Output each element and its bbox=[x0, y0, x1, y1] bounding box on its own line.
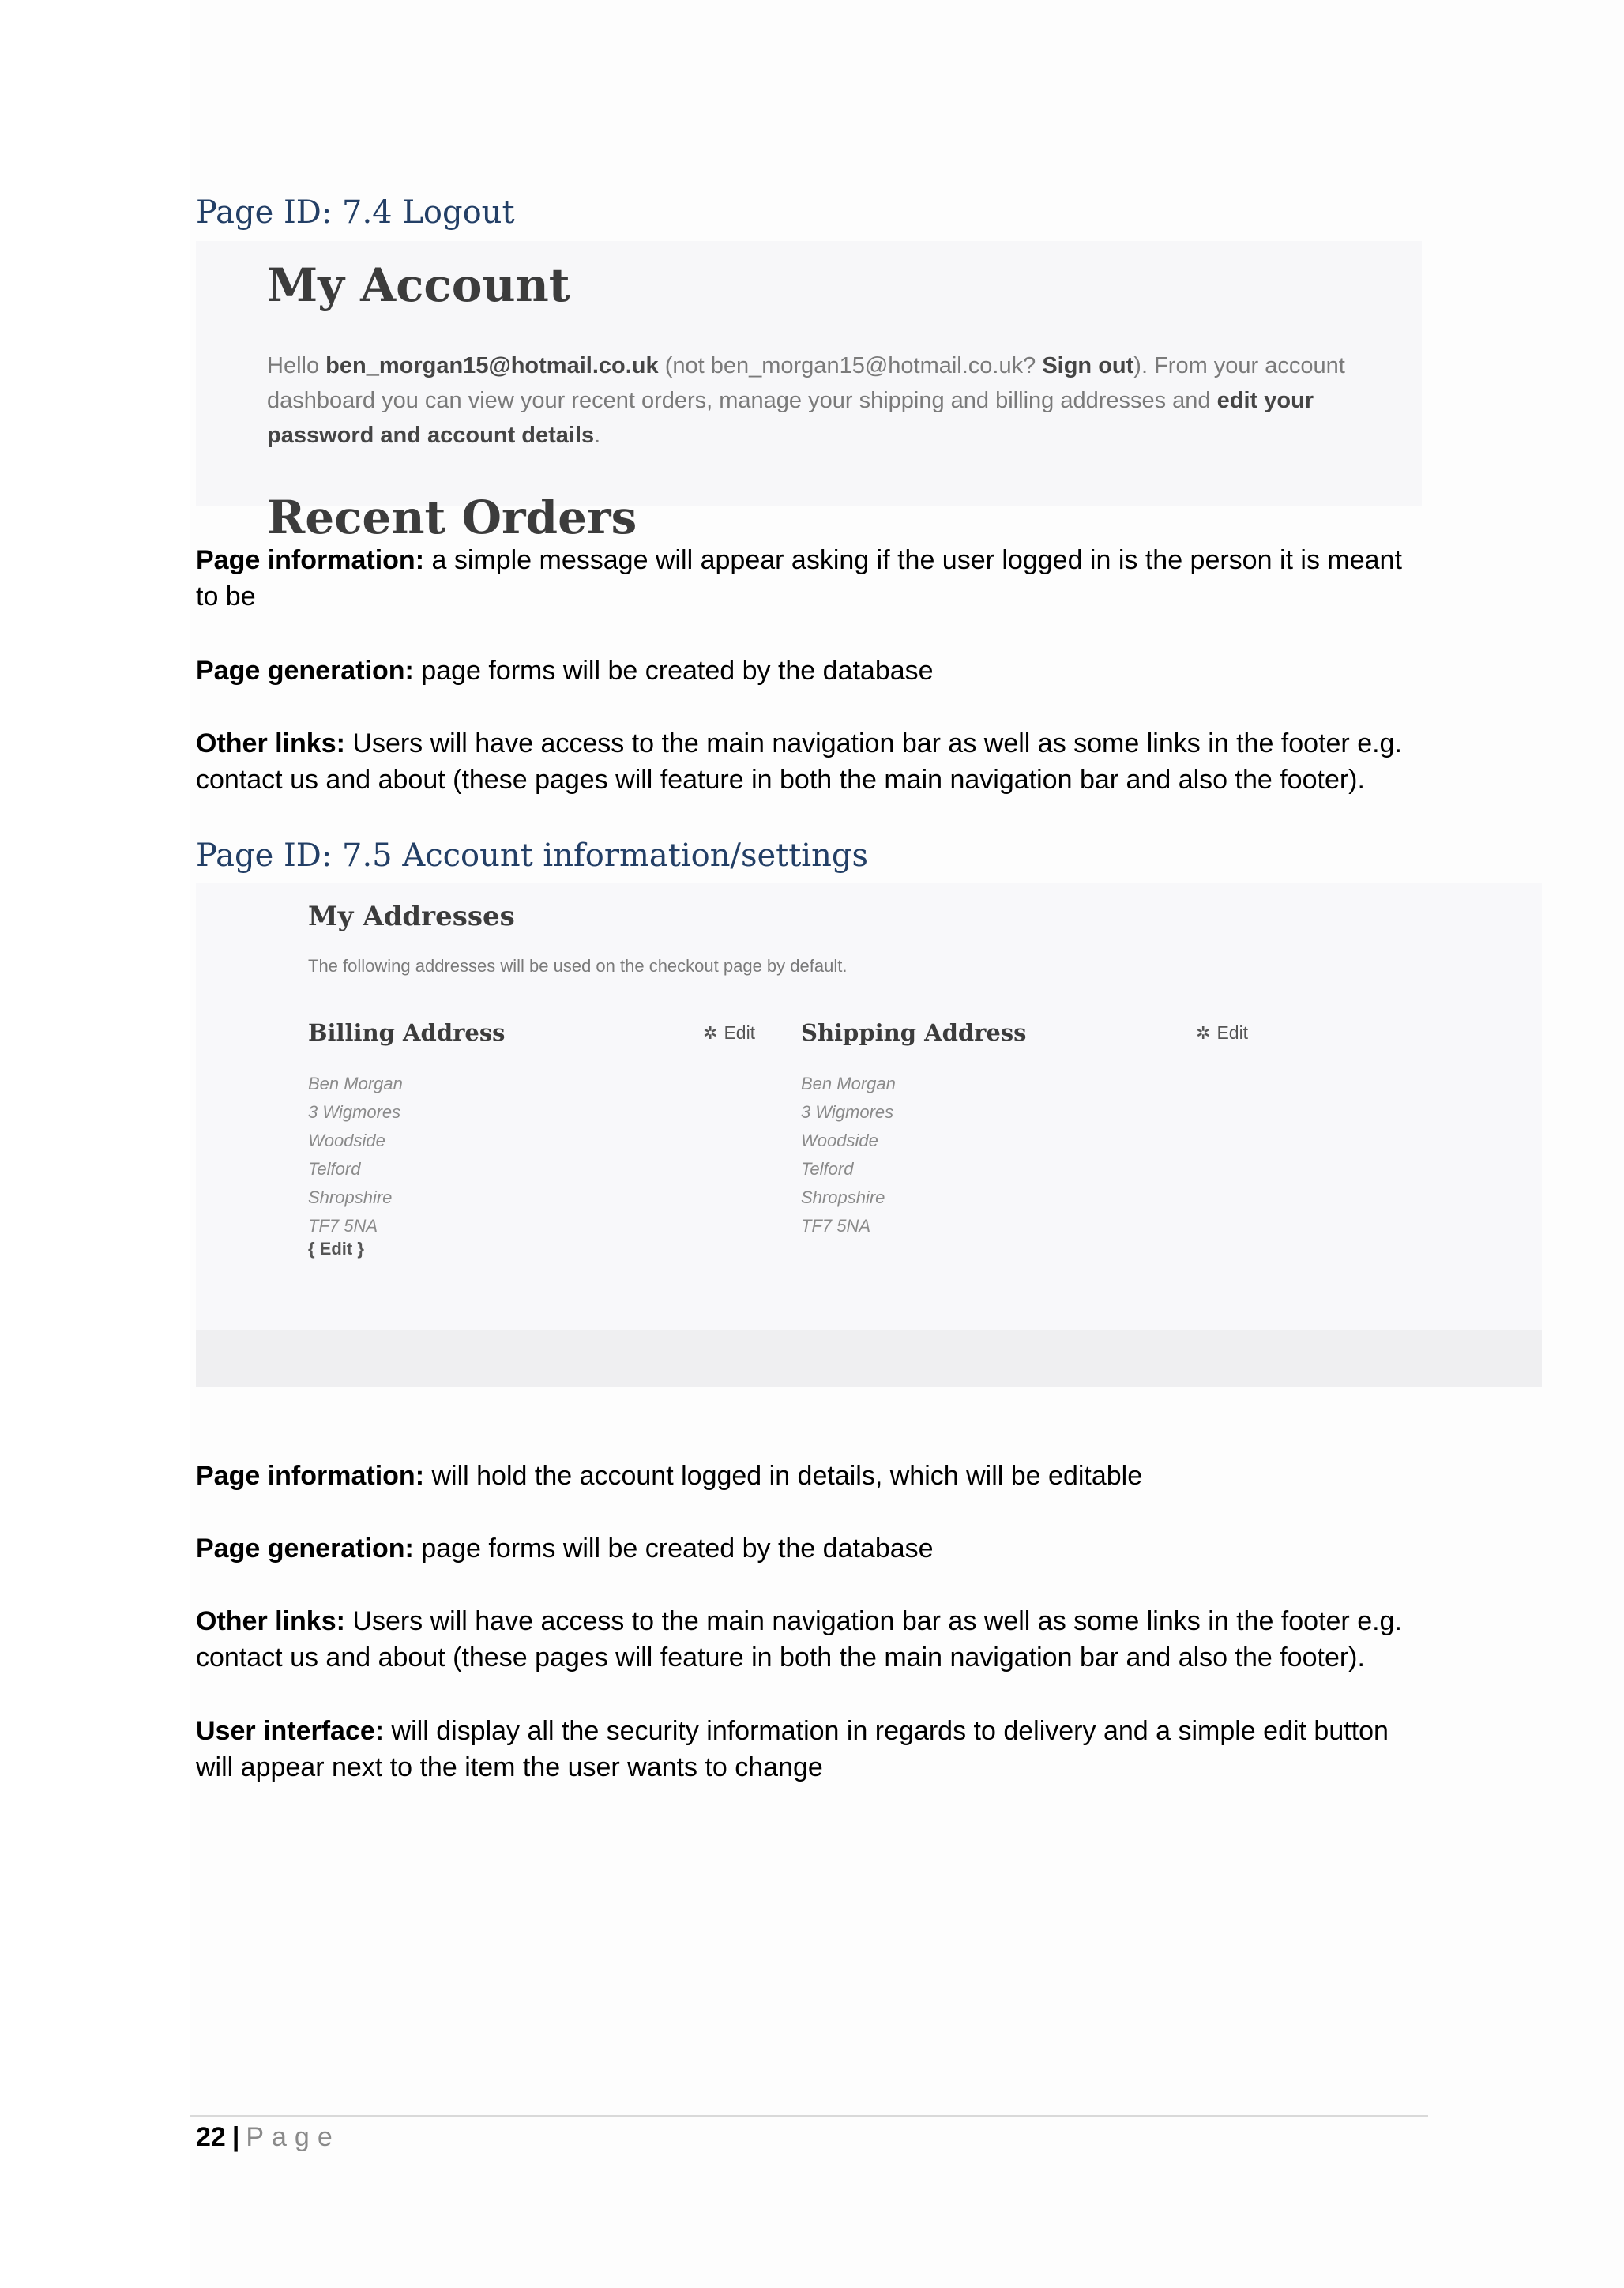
text: will display all the security information in regards to delivery and a simple edit button will appear next to the item the user wants to change bbox=[196, 1716, 1389, 1782]
address-line: Ben Morgan bbox=[308, 1074, 403, 1093]
page-number: 22 bbox=[196, 2122, 226, 2152]
edit-label: Edit bbox=[1216, 1022, 1249, 1043]
billing-address-lines bbox=[308, 1070, 403, 1240]
address-line: TF7 5NA bbox=[308, 1216, 378, 1236]
address-line: Woodside bbox=[801, 1131, 878, 1150]
account-greeting bbox=[267, 348, 1389, 453]
greeting-middle: ). From your account dashboard you can view your recent orders, manage your shipping and billing addresses and bbox=[267, 353, 1345, 413]
label: Page information: bbox=[196, 545, 425, 575]
addresses-subtitle: The following addresses will be used on the checkout page by default. bbox=[308, 956, 848, 976]
greeting-end: . bbox=[594, 423, 601, 448]
page-separator: | bbox=[231, 2122, 240, 2152]
label: Other links: bbox=[196, 1606, 345, 1636]
address-line: Telford bbox=[308, 1159, 361, 1179]
label: Page information: bbox=[196, 1461, 425, 1491]
user-email: ben_morgan15@hotmail.co.uk bbox=[325, 353, 659, 378]
text: will hold the account logged in details, which will be editable bbox=[424, 1461, 1143, 1491]
section-heading-logout: Page ID: 7.4 Logout bbox=[196, 194, 515, 231]
label: User interface: bbox=[196, 1716, 385, 1746]
shipping-address-lines bbox=[801, 1070, 896, 1240]
address-line: Woodside bbox=[308, 1131, 385, 1150]
my-account-screenshot bbox=[196, 241, 1422, 544]
shipping-address-title: Shipping Address bbox=[801, 1019, 1027, 1046]
text: Users will have access to the main navigation bar as well as some links in the footer e.g. contact us and about (these pages will feature in both the main navigation bar and also the footer). bbox=[196, 1606, 1402, 1673]
page-word: Page bbox=[246, 2122, 340, 2152]
section-heading-account-settings: Page ID: 7.5 Account information/settings bbox=[196, 837, 868, 874]
my-addresses-screenshot bbox=[196, 883, 1542, 1387]
address-line: Telford bbox=[801, 1159, 854, 1179]
billing-address-title: Billing Address bbox=[308, 1019, 506, 1046]
text: page forms will be created by the database bbox=[413, 1533, 934, 1564]
address-line: Shropshire bbox=[308, 1187, 393, 1207]
page-generation-7-5 bbox=[196, 1530, 1428, 1567]
billing-inline-edit-link[interactable]: { Edit } bbox=[308, 1239, 364, 1259]
edit-label: Edit bbox=[724, 1022, 756, 1043]
text: page forms will be created by the database bbox=[413, 656, 934, 686]
gear-icon: ✲ bbox=[703, 1023, 718, 1043]
page-information-7-5 bbox=[196, 1458, 1428, 1494]
my-account-title: My Account bbox=[267, 258, 570, 312]
address-line: 3 Wigmores bbox=[801, 1102, 894, 1122]
other-links-7-4 bbox=[196, 725, 1428, 798]
address-line: Ben Morgan bbox=[801, 1074, 896, 1093]
text: a simple message will appear asking if the user logged in is the person it is meant to be bbox=[196, 545, 1402, 612]
other-links-7-5 bbox=[196, 1603, 1428, 1676]
page-number-footer bbox=[196, 2122, 340, 2153]
label: Page generation: bbox=[196, 656, 414, 686]
greeting-not: (not ben_morgan15@hotmail.co.uk? bbox=[658, 353, 1043, 378]
greeting-hello: Hello bbox=[267, 353, 326, 378]
footer-divider bbox=[190, 2115, 1428, 2117]
edit-account-link[interactable]: edit your password and account details bbox=[267, 388, 1314, 448]
address-line: Shropshire bbox=[801, 1187, 885, 1207]
gear-icon: ✲ bbox=[1196, 1023, 1211, 1043]
sign-out-link[interactable]: Sign out bbox=[1042, 353, 1134, 378]
billing-edit-button[interactable] bbox=[703, 1022, 755, 1044]
page-generation-7-4 bbox=[196, 653, 1428, 689]
address-line: TF7 5NA bbox=[801, 1216, 871, 1236]
shipping-edit-button[interactable] bbox=[1196, 1022, 1248, 1044]
screenshot-footer-band bbox=[196, 1330, 1542, 1387]
address-line: 3 Wigmores bbox=[308, 1102, 401, 1122]
recent-orders-heading: Recent Orders bbox=[267, 491, 637, 544]
page-information-7-4 bbox=[196, 542, 1428, 615]
my-addresses-title: My Addresses bbox=[308, 901, 515, 932]
user-interface-7-5 bbox=[196, 1713, 1428, 1786]
label: Other links: bbox=[196, 728, 345, 758]
label: Page generation: bbox=[196, 1533, 414, 1564]
text: Users will have access to the main navigation bar as well as some links in the footer e.g. contact us and about (these pages will feature in both the main navigation bar and also the footer). bbox=[196, 728, 1402, 795]
